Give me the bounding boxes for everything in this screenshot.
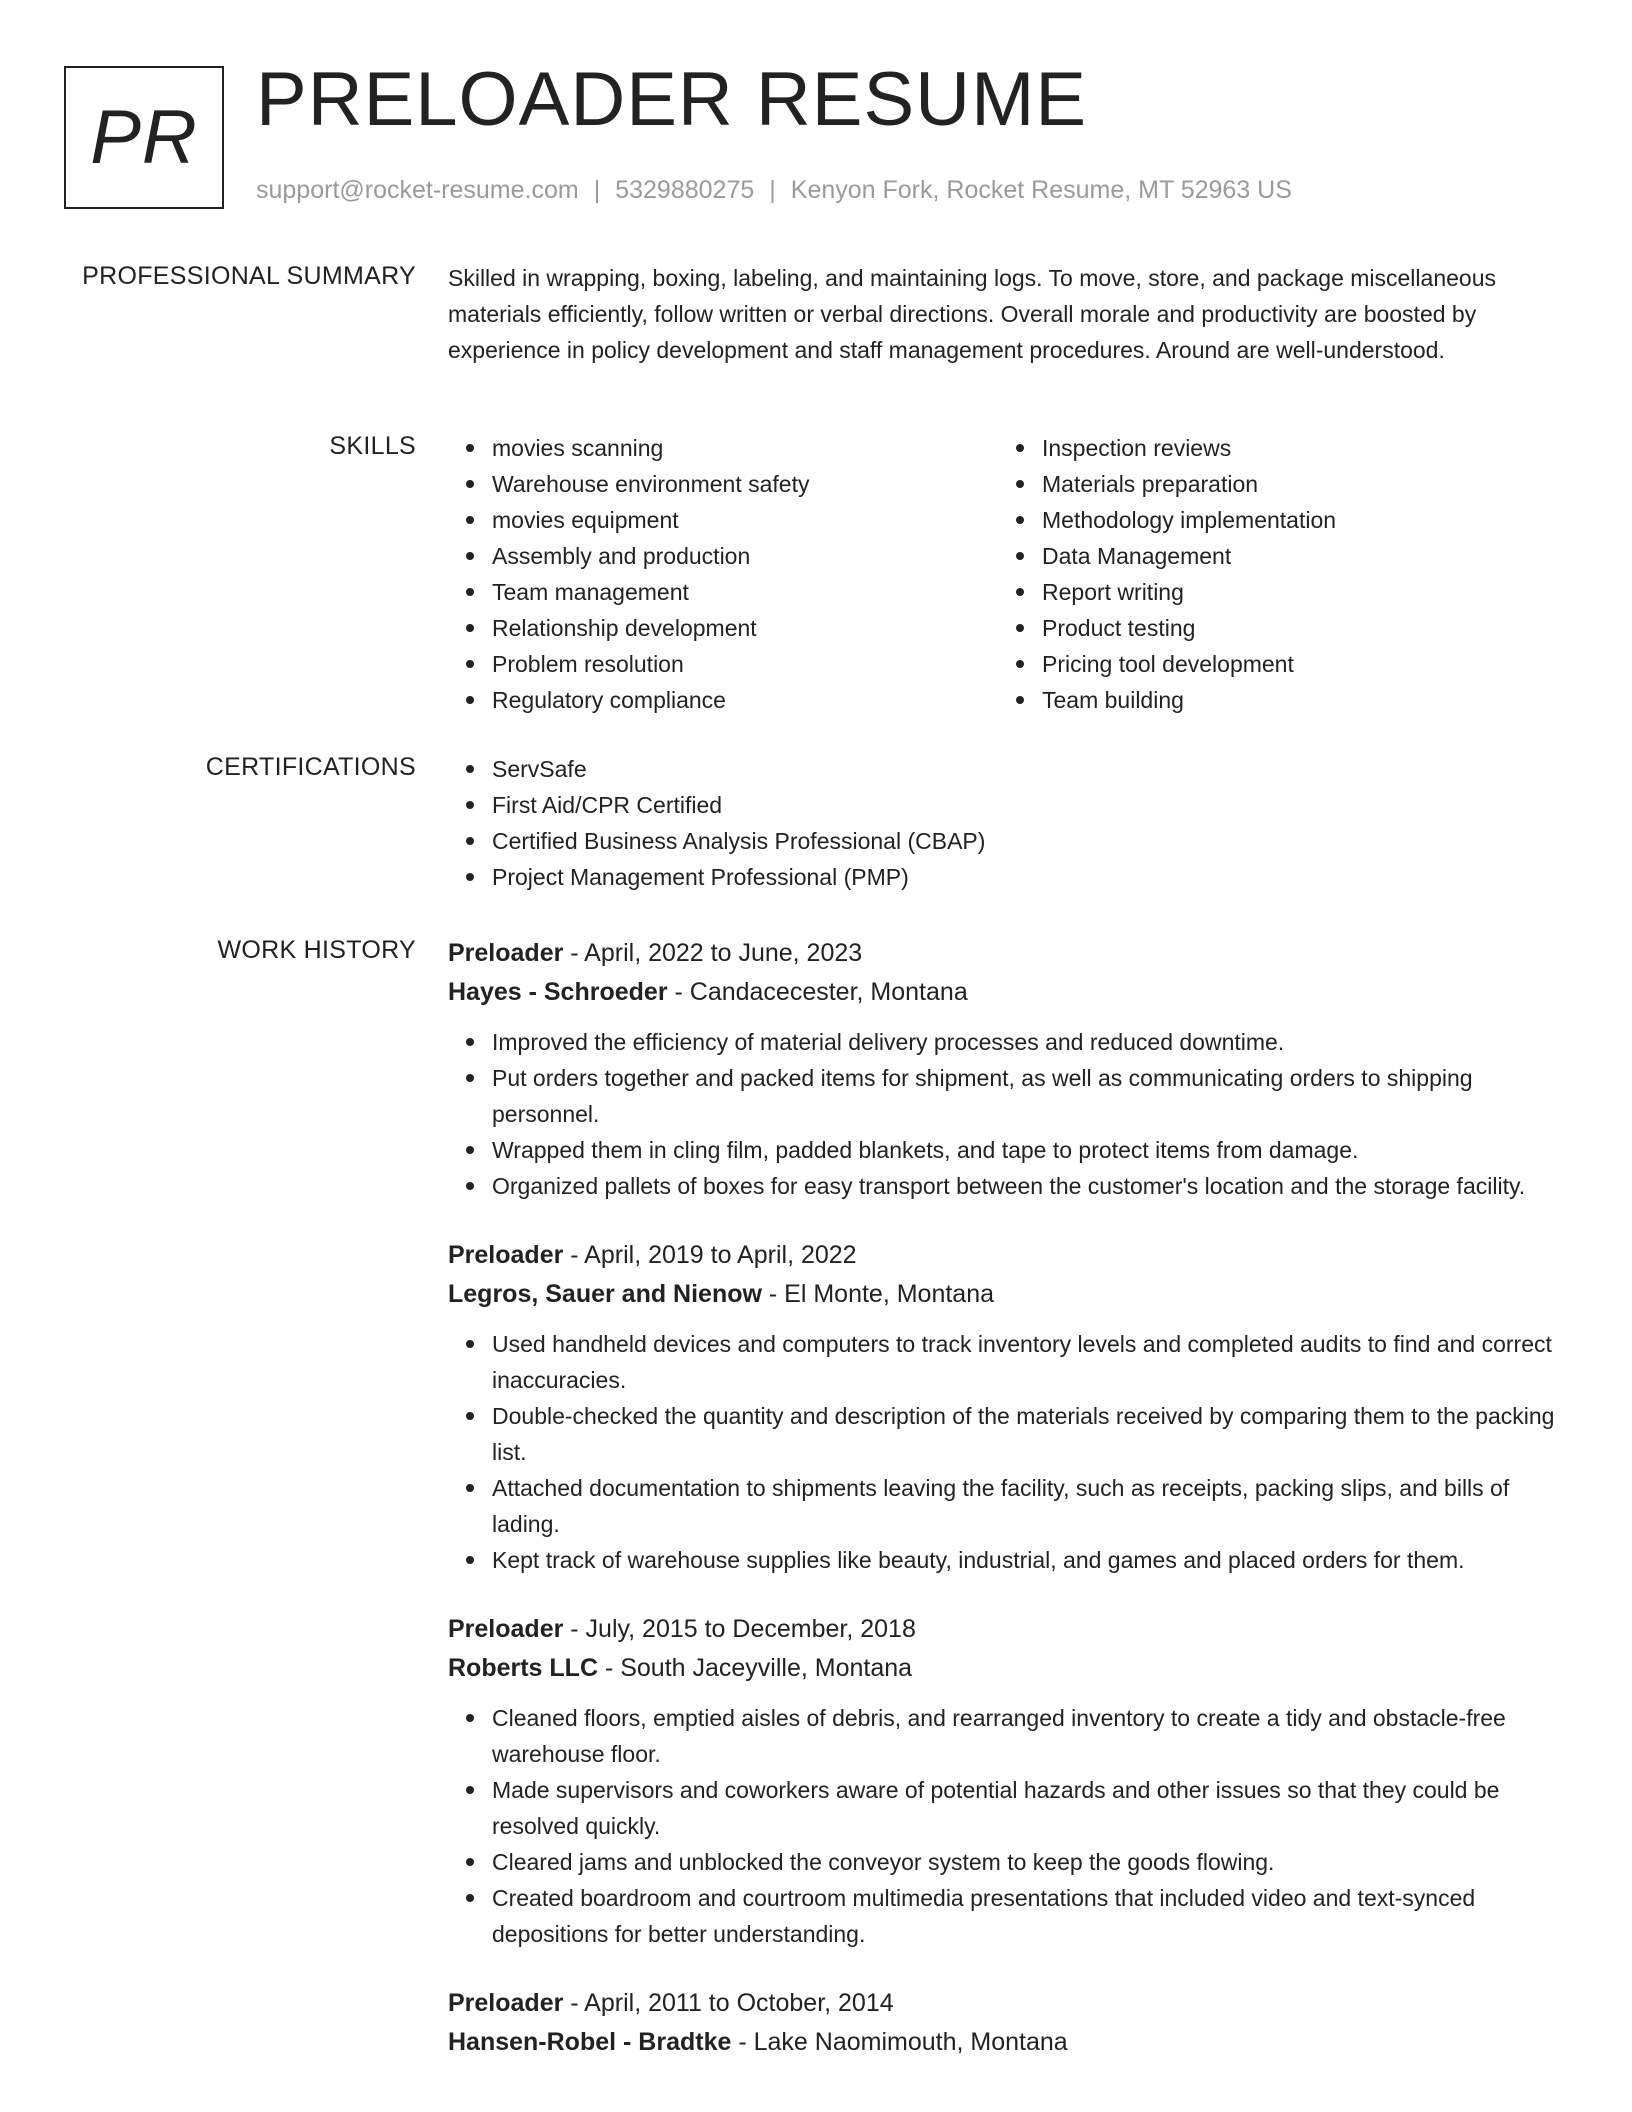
skill-item: Report writing — [998, 574, 1548, 610]
skill-item: Warehouse environment safety — [448, 466, 998, 502]
job-company-line — [448, 2022, 1568, 2062]
job-bullets — [448, 1700, 1568, 1952]
skills-body — [448, 430, 1568, 718]
certification-item: Project Management Professional (PMP) — [448, 859, 1568, 895]
job-bullet: Kept track of warehouse supplies like beauty, industrial, and games and placed orders for them. — [448, 1542, 1568, 1578]
job-company-line — [448, 1274, 1568, 1314]
skills-list-left — [448, 430, 998, 718]
resume-name: PRELOADER RESUME — [256, 57, 1088, 142]
job-company: Hayes - Schroeder — [448, 978, 668, 1006]
contact-email: support@rocket-resume.com — [256, 176, 579, 204]
certifications-list — [448, 751, 1568, 895]
job-bullet: Organized pallets of boxes for easy transport between the customer's location and the storage facility. — [448, 1168, 1568, 1204]
certifications-heading: CERTIFICATIONS — [205, 753, 416, 781]
skill-item: movies equipment — [448, 502, 998, 538]
job-dates: - April, 2022 to June, 2023 — [563, 939, 863, 967]
contact-separator: | — [593, 176, 601, 204]
monogram-initials: PR — [90, 95, 198, 180]
job-company: Roberts LLC — [448, 1654, 598, 1682]
job-bullet: Attached documentation to shipments leaving the facility, such as receipts, packing slips, and bills of lading. — [448, 1470, 1568, 1542]
job-title-line — [448, 1984, 1568, 2022]
job-bullets — [448, 1024, 1568, 1204]
job-company: Hansen-Robel - Bradtke — [448, 2028, 732, 2056]
certification-item: First Aid/CPR Certified — [448, 787, 1568, 823]
job-title: Preloader — [448, 939, 564, 967]
job-title: Preloader — [448, 1241, 564, 1269]
certifications-body — [448, 751, 1568, 895]
skill-item: Methodology implementation — [998, 502, 1548, 538]
skill-item: Relationship development — [448, 610, 998, 646]
work-history-body — [448, 934, 1568, 2094]
skill-item: Problem resolution — [448, 646, 998, 682]
job-entry — [448, 1984, 1568, 2062]
skill-item: Pricing tool development — [998, 646, 1548, 682]
contact-line — [256, 174, 1292, 206]
job-bullet: Put orders together and packed items for shipment, as well as communicating orders to shipping personnel. — [448, 1060, 1568, 1132]
job-entry — [448, 1610, 1568, 1952]
skill-item: Inspection reviews — [998, 430, 1548, 466]
work-history-heading: WORK HISTORY — [217, 936, 416, 964]
job-title-line — [448, 1610, 1568, 1648]
job-entry — [448, 934, 1568, 1204]
job-bullet: Created boardroom and courtroom multimedia presentations that included video and text-synced depositions for better understanding. — [448, 1880, 1568, 1952]
job-location: - El Monte, Montana — [761, 1280, 995, 1308]
skill-item: Team building — [998, 682, 1548, 718]
job-bullet: Made supervisors and coworkers aware of potential hazards and other issues so that they could be resolved quickly. — [448, 1772, 1568, 1844]
job-entry — [448, 1236, 1568, 1578]
job-bullet: Used handheld devices and computers to track inventory levels and completed audits to find and correct inaccuracies. — [448, 1326, 1568, 1398]
job-title-line — [448, 1236, 1568, 1274]
job-bullet: Cleaned floors, emptied aisles of debris, and rearranged inventory to create a tidy and obstacle-free warehouse floor. — [448, 1700, 1568, 1772]
skill-item: Product testing — [998, 610, 1548, 646]
skill-item: Data Management — [998, 538, 1548, 574]
contact-phone: 5329880275 — [615, 176, 755, 204]
skill-item: Materials preparation — [998, 466, 1548, 502]
job-bullet: Wrapped them in cling film, padded blankets, and tape to protect items from damage. — [448, 1132, 1568, 1168]
job-location: - Lake Naomimouth, Montana — [731, 2028, 1068, 2056]
job-location: - Candacecester, Montana — [667, 978, 968, 1006]
job-company-line — [448, 972, 1568, 1012]
job-title-line — [448, 934, 1568, 972]
skill-item: Regulatory compliance — [448, 682, 998, 718]
skill-item: Assembly and production — [448, 538, 998, 574]
summary-text: Skilled in wrapping, boxing, labeling, and maintaining logs. To move, store, and package miscellaneous materials efficiently, follow written or verbal directions. Overall morale and productivity are boosted by experience in policy development and staff management procedures. Around are well-understood. — [448, 265, 1496, 363]
skill-item: Team management — [448, 574, 998, 610]
contact-address: Kenyon Fork, Rocket Resume, MT 52963 US — [790, 176, 1292, 204]
job-title: Preloader — [448, 1615, 564, 1643]
job-bullets — [448, 1326, 1568, 1578]
job-bullet: Double-checked the quantity and description of the materials received by comparing them to the packing list. — [448, 1398, 1568, 1470]
certification-item: ServSafe — [448, 751, 1568, 787]
summary-heading: PROFESSIONAL SUMMARY — [82, 262, 416, 290]
job-dates: - July, 2015 to December, 2018 — [563, 1615, 916, 1643]
skills-heading: SKILLS — [329, 432, 416, 460]
skills-list-right — [998, 430, 1548, 718]
job-dates: - April, 2011 to October, 2014 — [563, 1989, 894, 2017]
certification-item: Certified Business Analysis Professional (CBAP) — [448, 823, 1568, 859]
job-company: Legros, Sauer and Nienow — [448, 1280, 762, 1308]
job-bullet: Improved the efficiency of material delivery processes and reduced downtime. — [448, 1024, 1568, 1060]
job-bullet: Cleared jams and unblocked the conveyor system to keep the goods flowing. — [448, 1844, 1568, 1880]
job-title: Preloader — [448, 1989, 564, 2017]
contact-separator: | — [769, 176, 776, 204]
skill-item: movies scanning — [448, 430, 998, 466]
job-company-line — [448, 1648, 1568, 1688]
job-dates: - April, 2019 to April, 2022 — [563, 1241, 857, 1269]
job-location: - South Jaceyville, Montana — [598, 1654, 913, 1682]
monogram-box — [64, 66, 224, 209]
